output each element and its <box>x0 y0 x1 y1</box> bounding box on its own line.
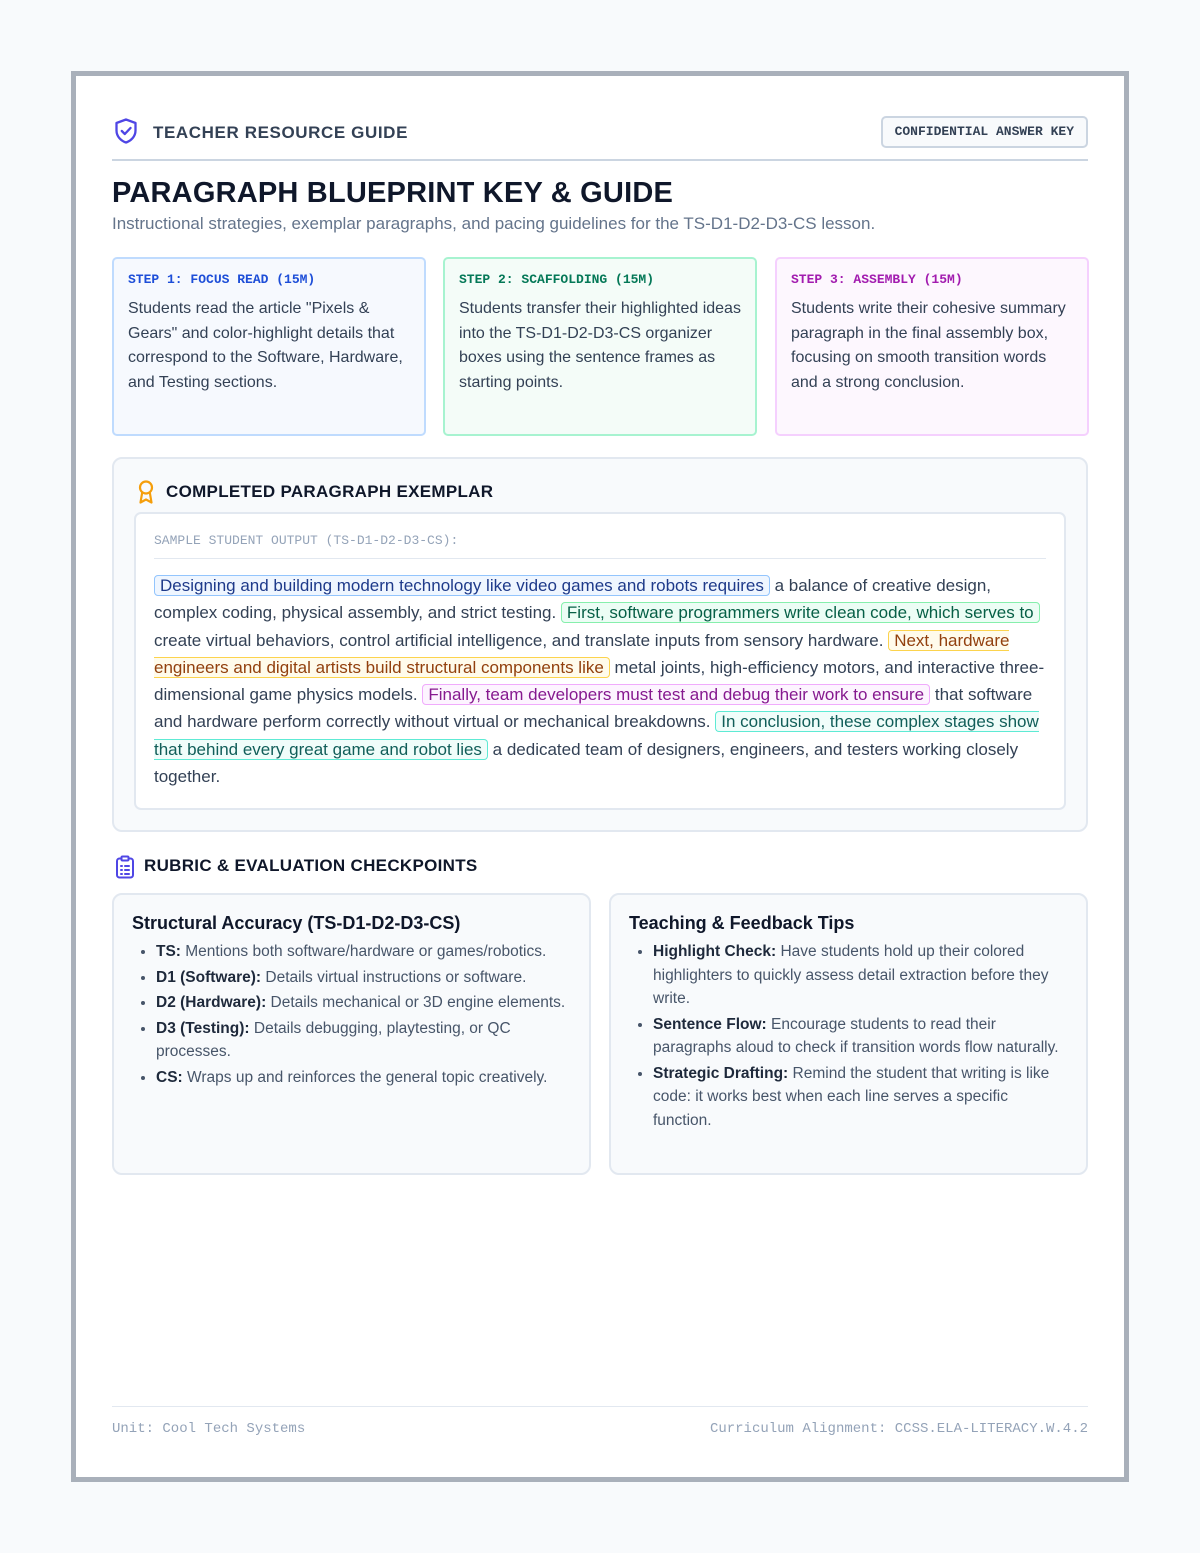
page-subtitle: Instructional strategies, exemplar paragraphs, and pacing guidelines for the TS-D1-D2-D3-CS lesson. <box>112 214 876 233</box>
item-term: D2 (Hardware): <box>156 994 267 1011</box>
rubric-heading: RUBRIC & EVALUATION CHECKPOINTS <box>144 856 478 875</box>
step-1-label: STEP 1: FOCUS READ (15M) <box>128 272 316 287</box>
topic-sentence-highlight: Designing and building modern technology like video games and robots requires <box>154 575 770 596</box>
list-item <box>156 1017 571 1064</box>
structural-accuracy-title: Structural Accuracy (TS-D1-D2-D3-CS) <box>132 913 461 933</box>
step-3-card <box>775 257 1089 436</box>
item-term: D3 (Testing): <box>156 1019 250 1037</box>
page-content <box>112 112 1088 1175</box>
item-text: Details debugging, playtesting, or QC processes. <box>156 1019 511 1060</box>
step-3-text: Students write their cohesive summary paragraph in the final assembly box, focusing on smooth transition words and a strong conclusion. <box>791 300 1066 391</box>
paragraph-text: metal joints, high-efficiency motors, and interactive three-dimensional game physics models. <box>154 657 1045 705</box>
lesson-steps <box>112 257 1088 436</box>
item-text: Details virtual instructions or software. <box>261 968 527 986</box>
paragraph-text: a balance of creative design, complex coding, physical assembly, and strict testing. <box>154 576 992 623</box>
list-item <box>653 940 1068 1011</box>
item-text: Encourage students to read their paragraphs aloud to check if transition words flow naturally. <box>653 1015 1059 1056</box>
detail-3-highlight: Finally, team developers must test and debug their work to ensure <box>422 684 930 705</box>
list-item <box>653 1062 1068 1133</box>
rubric-header <box>112 853 1088 879</box>
step-2-text: Students transfer their highlighted ideas into the TS-D1-D2-D3-CS organizer boxes using the sentence frames as starting points. <box>459 300 741 391</box>
exemplar-paragraph <box>154 572 1046 790</box>
page-footer <box>112 1406 1088 1447</box>
step-2-card <box>443 257 757 436</box>
list-item <box>653 1013 1068 1060</box>
item-text: Remind the student that writing is like code: it works best when each line serves a specific function. <box>653 1064 1050 1129</box>
item-text: Details mechanical or 3D engine elements. <box>266 994 566 1011</box>
item-text: Mentions both software/hardware or games/robotics. <box>180 943 547 960</box>
structural-accuracy-list <box>132 940 571 1089</box>
page-header <box>112 112 1088 161</box>
paragraph-text: create virtual behaviors, control artificial intelligence, and translate inputs from sensory hardware. <box>154 630 889 650</box>
exemplar-heading: COMPLETED PARAGRAPH EXEMPLAR <box>166 482 494 501</box>
unit-label: Unit: Cool Tech Systems <box>112 1421 306 1437</box>
list-item <box>156 940 571 964</box>
list-item <box>156 966 571 990</box>
item-text: Have students hold up their colored highlighters to quickly assess detail extraction before they write. <box>653 943 1049 1007</box>
step-3-label: STEP 3: ASSEMBLY (15M) <box>791 272 963 287</box>
step-1-text: Students read the article "Pixels & Gears" and color-highlight details that correspond to the Software, Hardware, and Testing sections. <box>128 300 403 391</box>
clipboard-list-icon <box>115 855 135 879</box>
item-term: Highlight Check: <box>653 943 777 960</box>
page-title: PARAGRAPH BLUEPRINT KEY & GUIDE <box>112 177 674 209</box>
shield-check-icon <box>114 118 138 144</box>
item-text: Wraps up and reinforces the general topic creatively. <box>182 1068 548 1086</box>
paragraph-text: that software and hardware perform correctly without virtual or mechanical breakdowns. <box>154 685 1033 732</box>
confidential-badge: CONFIDENTIAL ANSWER KEY <box>881 116 1088 148</box>
list-item <box>156 991 571 1015</box>
detail-1-highlight: First, software programmers write clean code, which serves to <box>561 602 1040 623</box>
exemplar-section <box>112 457 1088 832</box>
curriculum-alignment: Curriculum Alignment: CCSS.ELA-LITERACY.W.4.2 <box>709 1421 1088 1437</box>
resource-guide-label: TEACHER RESOURCE GUIDE <box>153 123 409 142</box>
item-term: TS: <box>156 943 181 960</box>
item-term: D1 (Software): <box>156 968 262 986</box>
teaching-tips-card <box>609 893 1088 1175</box>
award-ribbon-icon <box>136 479 156 505</box>
item-term: Strategic Drafting: <box>653 1064 789 1082</box>
step-1-card <box>112 257 426 436</box>
concluding-sentence-highlight: In conclusion, these complex stages show that behind every great game and robot lies <box>154 712 1039 759</box>
item-term: CS: <box>156 1068 183 1086</box>
teaching-tips-list <box>629 940 1068 1132</box>
sample-caption: SAMPLE STUDENT OUTPUT (TS-D1-D2-D3-CS): <box>154 533 1046 559</box>
step-2-label: STEP 2: SCAFFOLDING (15M) <box>459 272 655 287</box>
teaching-tips-title: Teaching & Feedback Tips <box>629 913 855 933</box>
sample-output-box <box>134 512 1066 810</box>
structural-accuracy-card <box>112 893 591 1175</box>
item-term: Sentence Flow: <box>653 1015 767 1033</box>
rubric-cards <box>112 893 1088 1175</box>
list-item <box>156 1066 571 1090</box>
worksheet-page <box>71 71 1129 1482</box>
paragraph-text: a dedicated team of designers, engineers, and testers working closely together. <box>154 739 1019 787</box>
detail-2-highlight: Next, hardware engineers and digital artists build structural components like <box>154 630 1010 677</box>
